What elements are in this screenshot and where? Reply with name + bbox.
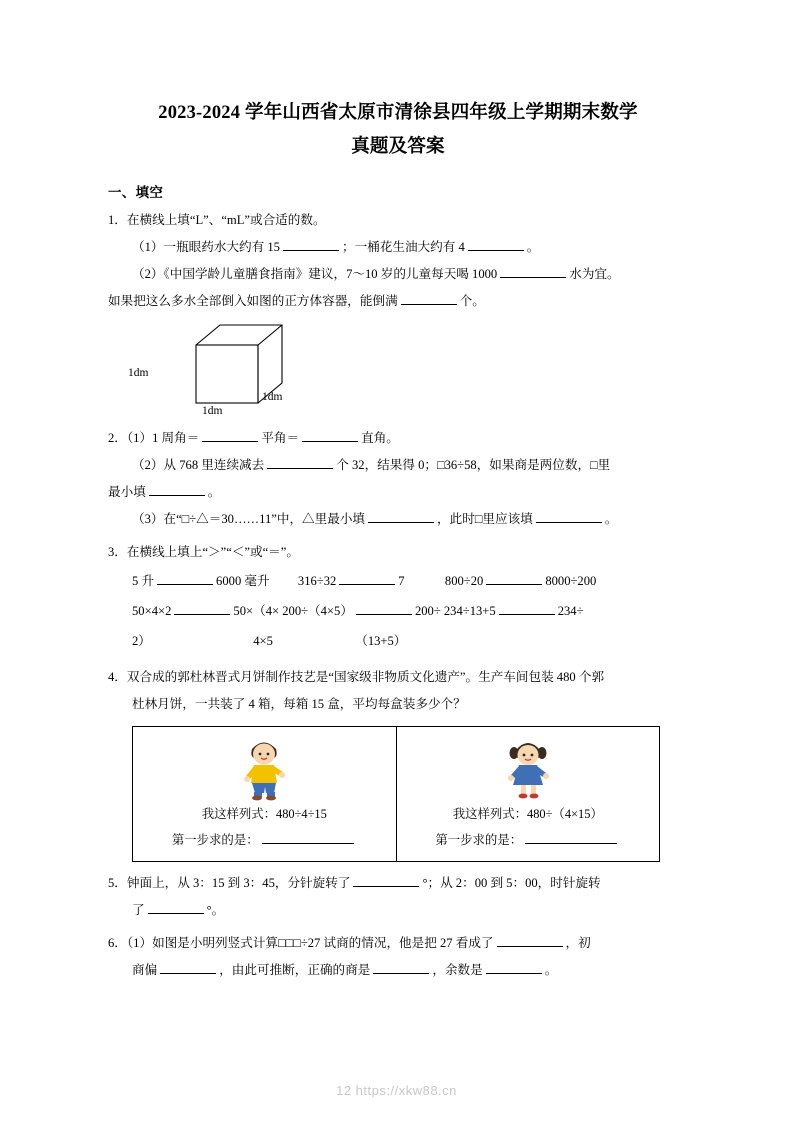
answer-blank[interactable] xyxy=(353,873,419,887)
q4-left-question: 第一步求的是： xyxy=(137,827,392,853)
answer-blank[interactable] xyxy=(368,509,434,523)
q4-left-expression: 我这样列式：480÷4÷15 xyxy=(201,807,327,821)
q3-row-2: 50×4×2 50×（4× 200÷（4×5） 200÷ 234÷13+5 234÷ xyxy=(108,596,688,626)
answer-blank[interactable] xyxy=(486,960,542,974)
q3-row-3: 2） 4×5 （13+5） xyxy=(132,634,407,648)
table-row xyxy=(133,727,660,862)
answer-blank[interactable] xyxy=(525,830,617,844)
girl-icon xyxy=(500,733,556,801)
answer-blank[interactable] xyxy=(339,571,395,585)
answer-blank[interactable] xyxy=(500,264,566,278)
answer-blank[interactable] xyxy=(283,237,339,251)
q2-part2: （2）从 768 里连续减去 个 32，结果得 0；□36÷58，如果商是两位数，□里 xyxy=(108,452,688,479)
title-line-1: 2023-2024 学年山西省太原市清徐县四年级上学期期末数学 xyxy=(158,103,638,123)
q5-line1: 5．钟面上，从 3：15 到 3：45，分针旋转了 °；从 2：00 到 5：00，时针旋转 xyxy=(108,870,688,897)
answer-blank[interactable] xyxy=(468,237,524,251)
title-line-2: 真题及答案 xyxy=(351,137,445,157)
document-content xyxy=(108,96,688,984)
answer-blank[interactable] xyxy=(401,291,457,305)
cube-label-bottom: 1dm xyxy=(202,405,223,417)
answer-blank[interactable] xyxy=(497,933,563,947)
girl-figure xyxy=(401,733,656,801)
answer-blank[interactable] xyxy=(302,428,358,442)
cube-figure xyxy=(128,319,688,423)
question-4 xyxy=(108,664,688,718)
answer-blank[interactable] xyxy=(160,960,216,974)
page-title xyxy=(108,96,688,164)
q2-part3: （3）在“□÷△＝30……11”中，△里最小填 ，此时□里应该填 。 xyxy=(108,506,688,533)
section-heading: 一、填空 xyxy=(108,185,164,200)
answer-blank[interactable] xyxy=(499,601,555,615)
question-3 xyxy=(108,539,688,566)
cube-label-right: 1dm xyxy=(262,391,283,403)
q1-part3: 如果把这么多水全部倒入如图的正方体容器，能倒满 个。 xyxy=(108,288,688,315)
answer-blank[interactable] xyxy=(536,509,602,523)
boy-figure xyxy=(137,733,392,801)
answer-blank[interactable] xyxy=(174,601,230,615)
q4-right-question: 第一步求的是： xyxy=(401,827,656,853)
answer-blank[interactable] xyxy=(486,571,542,585)
answer-blank[interactable] xyxy=(148,900,204,914)
q1-part2: （2）《中国学龄儿童膳食指南》建议，7～10 岁的儿童每天喝 1000 水为宜。 xyxy=(108,261,688,288)
q2-part1: 2．（1）1 周角＝ 平角＝ 直角。 xyxy=(108,425,688,452)
answer-blank[interactable] xyxy=(262,830,354,844)
q3-row-1: 5 升 6000 毫升 316÷32 7 800÷20 8000÷200 xyxy=(108,566,688,596)
answer-blank[interactable] xyxy=(373,960,429,974)
q4-answer-table xyxy=(132,726,660,862)
q6-line2: 商偏 ，由此可推断，正确的商是 ，余数是 。 xyxy=(108,957,688,984)
q4-stem-line1: 4．双合成的郭杜林晋式月饼制作技艺是“国家级非物质文化遗产”。生产车间包装 480 个郭 xyxy=(108,670,605,684)
q6-line1: 6．（1）如图是小明列竖式计算□□□÷27 试商的情况，他是把 27 看成了 ，初 xyxy=(108,930,688,957)
q2-part2b: 最小填 。 xyxy=(108,479,688,506)
q1-stem: 1．在横线上填“L”、“mL”或合适的数。 xyxy=(108,213,326,227)
q4-stem-line2: 杜林月饼，一共装了 4 箱，每箱 15 盒，平均每盒装多少个？ xyxy=(132,697,466,711)
question-5 xyxy=(108,870,688,924)
boy-icon xyxy=(236,733,292,801)
watermark: 12 https://xkw88.cn xyxy=(336,1083,457,1098)
question-2 xyxy=(108,425,688,533)
cube-svg xyxy=(168,319,358,419)
question-6 xyxy=(108,930,688,984)
q1-part1: （1）一瓶眼药水大约有 15 ；一桶花生油大约有 4 。 xyxy=(108,234,688,261)
answer-blank[interactable] xyxy=(356,601,412,615)
cube-label-left: 1dm xyxy=(128,367,149,379)
answer-blank[interactable] xyxy=(149,482,205,496)
answer-blank[interactable] xyxy=(157,571,213,585)
q4-right-expression: 我这样列式：480÷（4×15） xyxy=(452,807,603,821)
table-cell-right xyxy=(396,727,660,862)
q5-line2: 了 °。 xyxy=(108,897,688,924)
answer-blank[interactable] xyxy=(267,455,333,469)
table-cell-left xyxy=(133,727,397,862)
q3-stem: 3．在横线上填上“＞”“＜”或“＝”。 xyxy=(108,545,299,559)
question-1 xyxy=(108,207,688,315)
answer-blank[interactable] xyxy=(202,428,258,442)
